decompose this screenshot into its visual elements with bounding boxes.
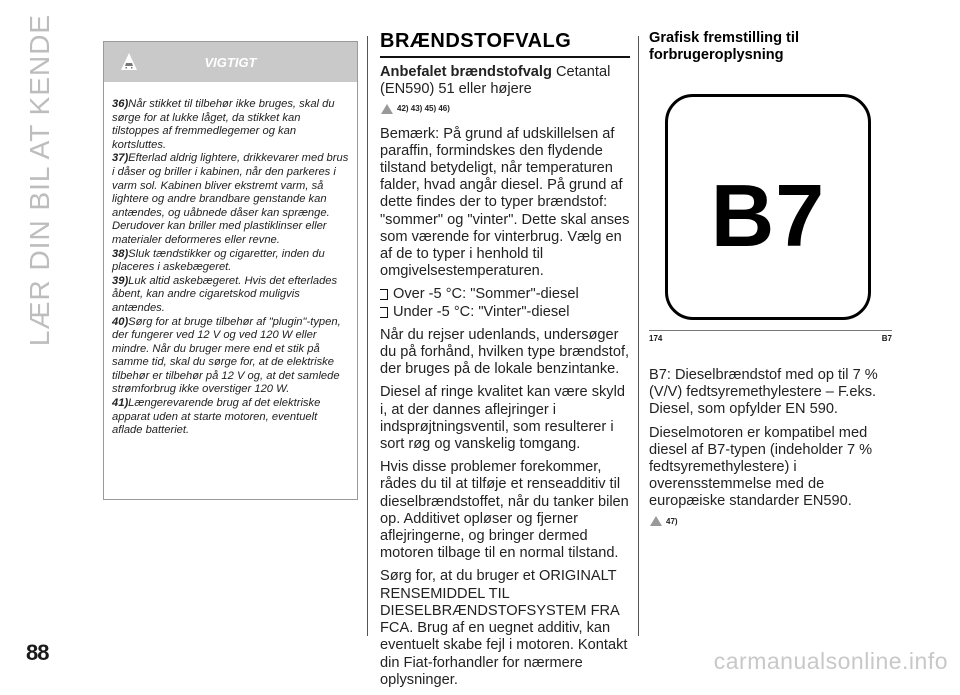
paragraph: Dieselmotoren er kompatibel med diesel af B7-typen (indeholder 7 % fedtsyremethylestere) i overensstemmelse med de europæiske standarder EN590. [649, 424, 873, 510]
warning-item-37: 37)Efterlad aldrig lightere, drikkevarer med brus i dåser og briller i kabinen, når den parkeres i varm sol. Kabinen bliver ekstremt varm, så lightere og andre brandbare genstande kan antændes, og uåbnede dåser kan sprænge. Derudover kan briller med plastiklinser eller materialer deformeres eller revne. [112, 152, 349, 246]
warning-body [104, 82, 357, 438]
warning-item-41: 41)Længerevarende brug af det elektriske apparat uden at starte motoren, eventuelt aflade batteriet. [112, 397, 321, 437]
warning-item-38: 38)Sluk tændstikker og cigaretter, inden du placeres i askebægeret. [112, 247, 325, 274]
warning-title: VIGTIGT [204, 55, 257, 70]
warning-item-39: 39)Luk altid askebægeret. Hvis det efterlades åbent, kan andre cigaretskod muligvis antændes. [112, 274, 338, 314]
chapter-side-title: LÆR DIN BIL AT KENDE [24, 13, 55, 347]
column-divider [367, 36, 368, 636]
fuel-section [380, 30, 630, 695]
list-item: Over -5 °C: "Sommer"-diesel [380, 286, 630, 303]
section-heading: BRÆNDSTOFVALG [380, 30, 630, 58]
reference-notes: 42) 43) 45) 46) [380, 100, 630, 117]
paragraph: B7: Dieselbrændstof med op til 7 % (V/V) fedtsyremethylestere – F.eks. Diesel, som opfylder EN 590. [649, 367, 878, 418]
figure-caption-rule [649, 330, 892, 331]
lead-paragraph: Anbefalet brændstofvalg Cetantal (EN590) 51 eller højere [380, 64, 611, 98]
consumer-info-heading-block [649, 30, 892, 64]
paragraph: Når du rejser udenlands, undersøger du på forhånd, hvilken type brændstof, der bruges på de lokale benzintanke. [380, 326, 630, 378]
car-warning-icon [380, 103, 394, 115]
warning-header [104, 42, 357, 82]
paragraph: Bemærk: På grund af udskillelsen af paraffin, formindskes den flydende tilstand betydeligt, når temperaturen falder, hvad angår diesel. På grund af dette findes der to typer brændstof: "sommer" og "vinter". Dette skal anses som værende for vinterbrug. Vælg en af de to typer i henhold til omgivelsestemperaturen. [380, 125, 630, 280]
watermark: carmanualsonline.info [713, 648, 948, 674]
consumer-info-text [649, 367, 892, 538]
paragraph: Diesel af ringe kvalitet kan være skyld i, at der dannes aflejringer i indsprøjtningsventil, som resulterer i sort røg og vanskelig tomgang. [380, 384, 625, 453]
bullet-icon [380, 307, 388, 318]
figure-code: B7 [881, 334, 892, 343]
list-item: Under -5 °C: "Vinter"-diesel [380, 304, 630, 321]
b7-figure [649, 88, 892, 343]
warning-item-36: 36)Når stikket til tilbehør ikke bruges, skal du sørge for at lukke låget, da stikket kan tilstoppes af fremmedlegemer og kan kortsluttes. [112, 98, 335, 151]
bullet-icon [380, 289, 388, 300]
consumer-info-heading: Grafisk fremstilling til forbrugeroplysning [649, 30, 800, 63]
paragraph: Hvis disse problemer forekommer, rådes du til at tilføje et renseadditiv til dieselbrændstoffet, når du tanker bilen op. Additivet opløser og fjerner aflejringerne, og bringer dermed motoren tilbage til en normal tilstand. [380, 459, 629, 562]
warning-box [103, 41, 358, 500]
b7-label-graphic: B7 [665, 94, 871, 320]
page-number: 88 [26, 640, 49, 665]
figure-number: 174 [649, 334, 663, 343]
paragraph: Sørg for, at du bruger et ORIGINALT RENSEMIDDEL TIL DIESELBRÆNDSTOFSYSTEM FRA FCA. Brug af en uegnet additiv, kan eventuelt skabe fejl i motoren. Kontakt din Fiat-forhandler for nærmere oplysninger. [380, 568, 628, 688]
reference-notes: 47) [649, 513, 892, 530]
car-warning-icon [649, 515, 663, 527]
column-divider [638, 36, 639, 636]
warning-item-40: 40)Sørg for at bruge tilbehør af "plugin"-typen, der fungerer ved 12 V og ved 120 W eller mindre. Når du bruger mere end et stik på samme tid, skal du sørge for, at de elektriske tilbehør er tilbehør på 12 V og, at det samlede strømforbrug ikke overstiger 120 W. [112, 315, 341, 396]
